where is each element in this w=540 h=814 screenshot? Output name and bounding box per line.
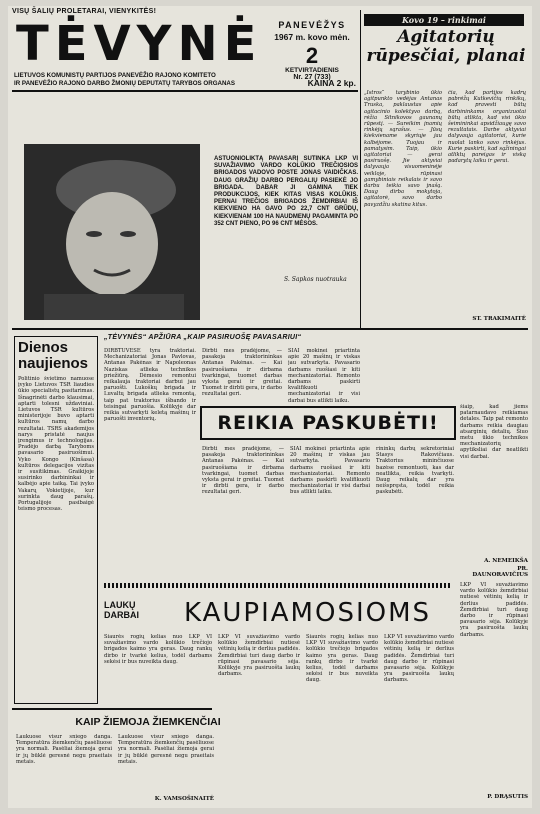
reikia-column-1: Dirbti mes pradėjome, — pasakoja traktorininkas Antanas Pakėnas. — Kai pasiruošiama ir dirbama tvarkingai, tuomet darbas vyksta gerai ir greitai. Tuomet ir dirbti gera, ir darbo rezultatai geri. bbox=[202, 446, 284, 496]
zhead-column-2: Laukuose visur sniego danga. Temperatūra žiemkenčių pasėliuose yra normali. Pasėliai žiemoja gerai ir jų būklė geresnė negu praeitais metais. bbox=[118, 734, 214, 765]
agitation-column-2: čia, kad partijos kadrų pabrėžų Kutkevičių rinkikų, kad pravesti būtų darbininkams organizuotai būtų atlikta, kad visi ūkio šeimininkai apsidžiaugę savo rezultatais. Darbe aktyviai dalyvauja agitatoriai, kurie nuolat lanko savo rinkėjus. Kurie paskirti, kad sąžiningai atliktų pareigas ir viską padarytų laiku ir gerai. bbox=[448, 90, 526, 165]
agitation-signature: ST. TRAKIMAITĖ bbox=[472, 316, 526, 322]
column-rule bbox=[360, 10, 361, 328]
kaup-column-1: Šiaurės rogių kelias nuo LKP VI suvažiavimo vardo kolūkio trečiojo brigados kaimo yra geras. Daug rankų dirbo ir tvarkė kelius, todėl darbams sekėsi ir bus nuveikta daug. bbox=[104, 634, 212, 665]
kaup-divider bbox=[104, 583, 450, 588]
motto: VISŲ ŠALIŲ PROLETARAI, VIENYKITĖS! bbox=[12, 8, 157, 15]
masthead-subtitle-2: IR PANEVĖŽIO RAJONO DARBO ŽMONIŲ DEPUTATŲ TARYBOS ORGANAS bbox=[14, 80, 236, 87]
survey-column-3: ŠIAI mokinei priartinta apie 20 mašinų ir viskas jau sutvarkyta. Pavasario darbams ruošiasi ir kiti mechanizatoriai. Remonto darbams paskirti kvalifikuoti mechanizatoriai ir visi darbai bus atlikti laiku. bbox=[288, 348, 360, 402]
masthead-subtitle-1: LIETUVOS KOMUNISTŲ PARTIJOS PANEVĖŽIO RAJONO KOMITETO bbox=[14, 72, 216, 79]
portrait-image bbox=[24, 144, 200, 320]
agitation-column-1: „Istros“ tarybinio ūkio agitpunkto vedėjas Antanas Truska, paklaustas apie agitacinio kolektyvo darbą, rėžia Sitnikovos gaunanų rūpestį. — Sureikim įnamių rinkėjų sąrašus. — Jūsų kiekviename skyriuje jau kalbėjome. Tuojau ir pamatysim. Taip, ūkio agitatoriai — gerai pasiruošę. Jie aktyviai dalyvauja visuomeninėje veikloje, rūpinasi gamybiniais reikalais ir savo darbu teikia savo įnašą. Daug dirba mokytoja, agitatorė, savo darbo pavyzdžiu skatina kitus. bbox=[364, 90, 442, 208]
news-box bbox=[14, 336, 98, 704]
news-box-text: Politinio švietimo namuose įvyko Lietuvos TSR liaudies ūkio specialistų pasitarimas. Išnagrinėti darbo klausimai, aptarti tolesni uždaviniai. Lietuvos TSR kultūros ministerijoje buvo aptarti kultūros namų darbo rezultatai. TSRS akademijos narys pristatė naujus įrengimus ir technologijas. Pradėjo darbą Taryboms pavasario pasiruošimui. Vyko Kongo (Kinšasa) kultūros delegacijos vizitas ir susitikimas. Graikijoje susirinko darbininkai ir kalbėjo apie taiką. Tai įvyko Vakarų Vokietijoje, kur surinkta daug parašų. Portugalijoje pasibaigė teismo procesas. bbox=[18, 376, 94, 513]
zhead-signature: K. VAMSOŠINAITĖ bbox=[154, 796, 214, 802]
issue-number: Nr. 27 (733) bbox=[293, 74, 331, 81]
news-box-title: Dienos naujienos bbox=[18, 339, 89, 372]
kaup-column-2: LKP VI suvažiavimo vardo kolūkio žemdirbiai nutiesė vėtinių kelią ir derlius padidės. Žemdirbiai turi daug darbo ir rūpinasi pavasario sėja. Kolūkyje yra pasiruošta laukų darbams. bbox=[218, 634, 300, 678]
reikia-signature: A. NEMEIKŠA bbox=[484, 558, 528, 564]
newspaper-page bbox=[8, 6, 532, 808]
masthead-title: TĖVYNĖ bbox=[16, 16, 263, 72]
zhead-rule bbox=[12, 708, 212, 710]
kaup-column-5: LKP VI suvažiavimo vardo kolūkio žemdirbiai nutiesė vėtinių kelią ir derlius padidės. Žemdirbiai turi daug darbo ir rūpinasi pavasario sėja. Kolūkyje yra pasiruošta laukų darbams. bbox=[460, 582, 528, 638]
section-rule bbox=[12, 328, 528, 330]
kaup-column-3: Šiaurės rogių kelias nuo LKP VI suvažiavimo vardo kolūkio trečiojo brigados kaimo yra geras. Daug rankų dirbo ir tvarkė kelius, todėl darbams sekėsi ir bus nuveikta daug. bbox=[306, 634, 378, 684]
zhead-column-1: Laukuose visur sniego danga. Temperatūra žiemkenčių pasėliuose yra normali. Pasėliai žiemoja gerai ir jų būklė geresnė negu praeitais metais. bbox=[16, 734, 112, 765]
kaup-kicker: LAUKŲ DARBAI bbox=[104, 600, 139, 620]
issue-weekday: KETVIRTADIENIS bbox=[285, 67, 339, 74]
issue-city: PANEVĖŽYS bbox=[278, 20, 346, 30]
photo-credit: S. Sapkos nuotrauka bbox=[284, 276, 347, 283]
masthead-rule bbox=[12, 90, 358, 92]
kaup-headline: KAUPIAMOSIOMS bbox=[184, 598, 432, 628]
zhead-headline: KAIP ŽIEMOJA ŽIEMKENČIAI bbox=[75, 716, 221, 728]
reikia-headline: REIKIA PASKUBĖTI! bbox=[200, 406, 456, 440]
issue-price: KAINA 2 kp. bbox=[307, 78, 356, 88]
survey-column-2: Dirbti mes pradėjome, — pasakoja traktorininkas Antanas Pakėnas. — Kai pasiruošiama ir dirbama tvarkingai, tuomet darbas vyksta gerai ir greitai. Tuomet ir dirbti gera, ir darbo rezultatai geri. bbox=[202, 348, 282, 398]
kaup-column-4: LKP VI suvažiavimo vardo kolūkio žemdirbiai nutiesė vėtinių kelią ir derlius padidės. Žemdirbiai turi daug darbo ir rūpinasi pavasario sėja. Kolūkyje yra pasiruošta laukų darbams. bbox=[384, 634, 454, 684]
survey-banner: „TĖVYNĖS“ APŽIŪRA „KAIP PASIRUOŠĘ PAVASARIUI“ bbox=[104, 334, 302, 341]
survey-column-1: DIRBTUVĖSE tyra traktoriai. Mechanizatoriai Jonas Pavlovas, Antanas Pakėnas ir Napoleonas Naziskas atlieka technikos priežiūrą. Dėmesio remontui reikalauja traktoriai darbui jau paruošti. Lukoškų brigada ir Luvaltų brigada atlieka remontą, taip pat traktorius išbando ir teisingai paruošia. Kolūkyje dar reikia sutvarkyti keletą mašinų ir paruošti inventorių. bbox=[104, 348, 196, 423]
photo-caption: ASTUONIOLIKTĄ PAVASARĮ SUTINKA LKP VI SUVAŽIAVIMO VARDO KOLŪKIO TREČIOSIOS BRIGADOS VADOVO POSTE JONAS VAIDIČKAS. DAUG GRAŽIŲ DARBO PERGALIŲ PASIEKĖ JO BRIGADA. DABAR JI GAMINA TIEK PRODUKCIJOS, KIEK KITAS VISAS KOLŪKIS. PERNAI TREČIOS BRIGADOS ŽEMDIRBIAI IŠ KIEKVIENO HA GAVO PO 22,7 CNT GRŪDŲ, KIEKVIENAM 100 HA NAUDMENŲ PAGAMINTA PO 352 CNT PIENO, PO 96 CNT MĖSOS. bbox=[214, 156, 358, 227]
agitation-title: Agitatorių rūpesčiai, planai bbox=[366, 27, 526, 66]
agitation-kicker: Kovo 19 – rinkimai bbox=[364, 14, 524, 26]
reikia-signature-title: PR. DAUNORAVIČIUS bbox=[472, 566, 528, 578]
portrait-photo bbox=[24, 144, 200, 320]
kaup-signature: P. DRĄSUTIS bbox=[487, 794, 528, 800]
issue-info bbox=[270, 20, 354, 81]
reikia-column-3: rininkų darbų sekretoriniai Stasys Rakovičiaus. Traktorius mininčiuose bazėse remontuoti, kas dar neatlikta, reikia tvarkyti. Daug reikalų dar yra neišspręsta, todėl reikia paskubėti. bbox=[376, 446, 454, 496]
issue-date: 1967 m. kovo mėn. bbox=[274, 32, 350, 42]
reikia-column-4: šiaip, kad jiems patarnaudavo reikiamas detales. Taip pat remonto darbams reikia daugiau atsarginių detalių. Šiuo metu ūkio technikos mechanizatorių apytiksliai dar neatlikti visi darbai. bbox=[460, 404, 528, 460]
issue-day-number: 2 bbox=[305, 43, 319, 68]
reikia-column-2: ŠIAI mokinei priartinta apie 20 mašinų ir viskas jau sutvarkyta. Pavasario darbams ruošiasi ir kiti mechanizatoriai. Remonto darbams paskirti kvalifikuoti mechanizatoriai ir visi darbai bus atlikti laiku. bbox=[290, 446, 370, 496]
